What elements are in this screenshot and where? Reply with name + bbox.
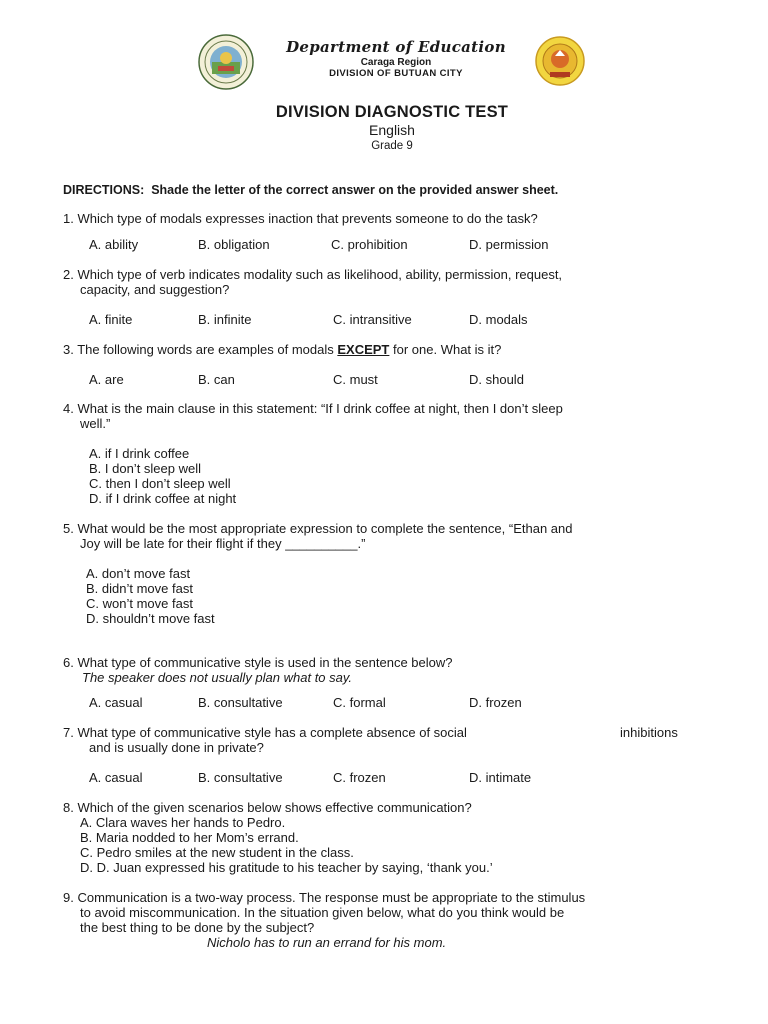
question-1-stem: 1. Which type of modals expresses inaction that prevents someone to do the task?	[63, 211, 538, 226]
question-2-option-b[interactable]: B. infinite	[198, 312, 252, 327]
question-8-option-d[interactable]: D. D. Juan expressed his gratitude to his teacher by saying, ‘thank you.’	[80, 860, 493, 875]
question-5-stem-line-1: 5. What would be the most appropriate expression to complete the sentence, “Ethan and	[63, 521, 573, 536]
question-9-situation: Nicholo has to run an errand for his mom.	[207, 935, 447, 950]
question-4-option-b[interactable]: B. I don’t sleep well	[89, 461, 202, 476]
question-4-option-c[interactable]: C. then I don’t sleep well	[89, 476, 231, 491]
test-title: DIVISION DIAGNOSTIC TEST	[275, 103, 509, 121]
question-5-option-c[interactable]: C. won’t move fast	[86, 596, 193, 611]
question-3-option-d[interactable]: D. should	[469, 372, 524, 387]
question-7-stem-line-2: and is usually done in private?	[89, 740, 264, 755]
question-7-option-c[interactable]: C. frozen	[333, 770, 386, 785]
question-6-stem: 6. What type of communicative style is used in the sentence below?	[63, 655, 453, 670]
test-subject: English	[369, 122, 415, 138]
question-1-option-a[interactable]: A. ability	[89, 237, 139, 252]
test-grade: Grade 9	[371, 140, 413, 152]
directions-label: DIRECTIONS:	[63, 183, 145, 197]
question-7-option-b[interactable]: B. consultative	[198, 770, 283, 785]
question-1-option-c[interactable]: C. prohibition	[331, 237, 408, 252]
division-name: DIVISION OF BUTUAN CITY	[329, 68, 463, 79]
question-1-option-b[interactable]: B. obligation	[198, 237, 270, 252]
question-4-stem-line-2: well.”	[80, 416, 111, 431]
question-5-option-d[interactable]: D. shouldn’t move fast	[86, 611, 215, 626]
question-8-option-c[interactable]: C. Pedro smiles at the new student in the class.	[80, 845, 354, 860]
deped-seal-icon	[198, 34, 254, 90]
question-7-stem-line-1: 7. What type of communicative style has a complete absence of social	[63, 725, 467, 740]
question-2-option-a[interactable]: A. finite	[89, 312, 133, 327]
question-5-option-a[interactable]: A. don’t move fast	[86, 566, 191, 581]
question-6-sentence: The speaker does not usually plan what to say.	[82, 670, 353, 685]
question-7-stem-line-1-end: inhibitions	[620, 725, 678, 740]
department-name: Department of Education	[286, 38, 506, 56]
question-6-option-d[interactable]: D. frozen	[469, 695, 522, 710]
question-8-option-a[interactable]: A. Clara waves her hands to Pedro.	[80, 815, 286, 830]
question-9-stem-line-1: 9. Communication is a two-way process. The response must be appropriate to the stimulus	[63, 890, 586, 905]
region-name: Caraga Region	[360, 57, 432, 68]
question-4-option-a[interactable]: A. if I drink coffee	[89, 446, 190, 461]
question-3-option-c[interactable]: C. must	[333, 372, 378, 387]
question-6-option-a[interactable]: A. casual	[89, 695, 143, 710]
question-3-emphasis: EXCEPT	[337, 342, 390, 357]
question-6-option-c[interactable]: C. formal	[333, 695, 386, 710]
question-5-option-b[interactable]: B. didn’t move fast	[86, 581, 193, 596]
question-9-stem-line-3: the best thing to be done by the subject?	[80, 920, 315, 935]
question-9-stem-line-2: to avoid miscommunication. In the situation given below, what do you think would be	[80, 905, 565, 920]
question-2-stem-line-1: 2. Which type of verb indicates modality such as likelihood, ability, permission, request,	[63, 267, 563, 282]
question-3-stem-start: 3. The following words are examples of modals	[63, 342, 334, 357]
question-4-stem-line-1: 4. What is the main clause in this statement: “If I drink coffee at night, then I don’t sleep	[63, 401, 563, 416]
question-2-stem-line-2: capacity, and suggestion?	[80, 282, 230, 297]
directions	[63, 183, 558, 198]
division-seal-icon	[535, 36, 585, 86]
directions-text: Shade the letter of the correct answer on the provided answer sheet.	[151, 183, 559, 197]
question-8-stem: 8. Which of the given scenarios below shows effective communication?	[63, 800, 472, 815]
question-3-stem-end: for one. What is it?	[393, 342, 502, 357]
question-5-stem-line-2: Joy will be late for their flight if they __________.”	[80, 536, 366, 551]
question-8-option-b[interactable]: B. Maria nodded to her Mom’s errand.	[80, 830, 299, 845]
question-2-option-d[interactable]: D. modals	[469, 312, 528, 327]
question-4-option-d[interactable]: D. if I drink coffee at night	[89, 491, 237, 506]
question-7-option-d[interactable]: D. intimate	[469, 770, 532, 785]
question-1-option-d[interactable]: D. permission	[469, 237, 549, 252]
question-3-option-b[interactable]: B. can	[198, 372, 235, 387]
question-6-option-b[interactable]: B. consultative	[198, 695, 283, 710]
question-3-stem	[63, 342, 501, 357]
question-2-option-c[interactable]: C. intransitive	[333, 312, 412, 327]
question-7-option-a[interactable]: A. casual	[89, 770, 143, 785]
question-3-option-a[interactable]: A. are	[89, 372, 124, 387]
